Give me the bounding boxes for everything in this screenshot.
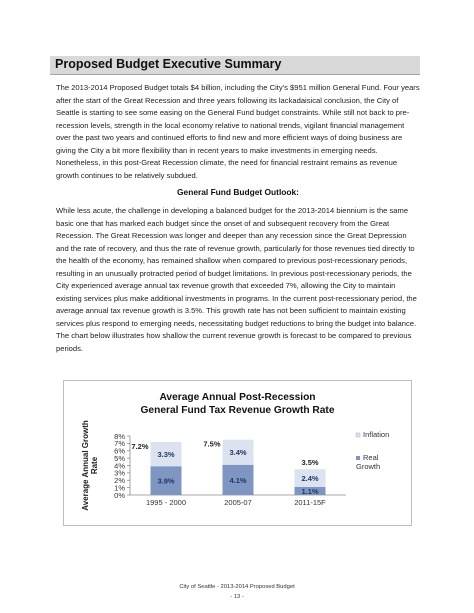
section-header bbox=[50, 56, 420, 75]
legend-label-inflation: Inflation bbox=[363, 430, 390, 439]
section-title: Proposed Budget Executive Summary bbox=[55, 57, 282, 71]
y-tick-label: 7% bbox=[114, 439, 125, 449]
revenue-growth-chart bbox=[63, 380, 412, 526]
legend-swatch-real-growth bbox=[356, 456, 360, 460]
data-label-total: 7.5% bbox=[203, 439, 221, 449]
footer-page-number: - 13 - bbox=[230, 594, 244, 600]
y-tick-label: 4% bbox=[114, 461, 125, 471]
footer-line1: City of Seattle - 2013-2014 Proposed Budget bbox=[179, 584, 295, 590]
y-tick-label: 1% bbox=[114, 483, 125, 493]
legend-label-real-growth: Real Growth bbox=[356, 453, 381, 471]
outlook-heading: General Fund Budget Outlook: bbox=[177, 187, 299, 197]
data-label-inflation: 3.4% bbox=[229, 448, 247, 458]
x-tick-label: 2005-07 bbox=[224, 498, 252, 507]
data-label-total: 3.5% bbox=[301, 458, 319, 468]
y-tick-label: 5% bbox=[114, 453, 125, 463]
chart-plot bbox=[64, 381, 411, 525]
data-label-real-growth: 4.1% bbox=[229, 475, 247, 485]
x-tick-label: 1995 - 2000 bbox=[145, 498, 187, 507]
outlook-paragraph: While less acute, the challenge in developing a balanced budget for the 2013-2014 biennium is the same basic one that has marked each budget since the onset of and subsequent recovery from the Great Recession. The Great Recession was longer and deeper than any recession since the Great Depression and the rate of recovery, and thus the rate of revenue growth, particularly for those revenues tied directly to the health of the economy, has remained shallow when compared to previous post-recessionary periods, resulting in an unusually protracted period of budget limitations. In previous post-recessionary periods, the City experienced average annual tax revenue growth that exceeded 7%, allowing the City to maintain existing services plus make additional investments in programs. In the current post-recessionary period, the average annual tax revenue growth is 3.5%. This growth rate has not been sufficient to maintain existing services plus respond to emerging needs, necessitating budget reductions to bring the budget into balance. The chart below illustrates how shallow the current revenue growth is forecast to be compared to previous periods. bbox=[56, 206, 417, 353]
chart-title-line1: Average Annual Post-Recession bbox=[159, 392, 316, 403]
y-tick-label: 3% bbox=[114, 468, 125, 478]
chart-title-line2: General Fund Tax Revenue Growth Rate bbox=[140, 405, 335, 416]
y-tick-label: 0% bbox=[114, 490, 125, 500]
x-tick-label: 2011-15F bbox=[294, 498, 326, 507]
y-tick-label: 2% bbox=[114, 476, 125, 486]
intro-paragraph: The 2013-2014 Proposed Budget totals $4 billion, including the City's $951 million General Fund. Four years after the start of the Great Recession and three years following its lackadaisical conclusion, the City of Seattle is starting to see some easing on the General Fund budget constraints. While still not back to pre-recession levels, strength in the local economy relative to national trends, vigilant financial management over the past two years and continued efforts to find new and more efficient ways of doing business are giving the City a bit more flexibility than in recent years to make investments in emerging needs. Nonetheless, in this post-Great Recession climate, the need for financial restraint remains as revenue growth continues to be relatively subdued. bbox=[56, 83, 420, 180]
y-axis-label bbox=[81, 420, 99, 511]
data-label-real-growth: 3.9% bbox=[157, 476, 175, 486]
y-tick-label: 6% bbox=[114, 446, 125, 456]
y-axis-label-line1: Average Annual Growth bbox=[81, 420, 90, 511]
data-label-real-growth: 1.1% bbox=[301, 486, 319, 496]
data-label-inflation: 3.3% bbox=[157, 450, 175, 460]
legend-swatch-inflation bbox=[356, 433, 360, 437]
y-axis-label-line2: Rate bbox=[90, 456, 99, 475]
y-tick-label: 8% bbox=[114, 431, 125, 441]
data-label-total: 7.2% bbox=[131, 441, 149, 451]
data-label-inflation: 2.4% bbox=[301, 474, 319, 484]
